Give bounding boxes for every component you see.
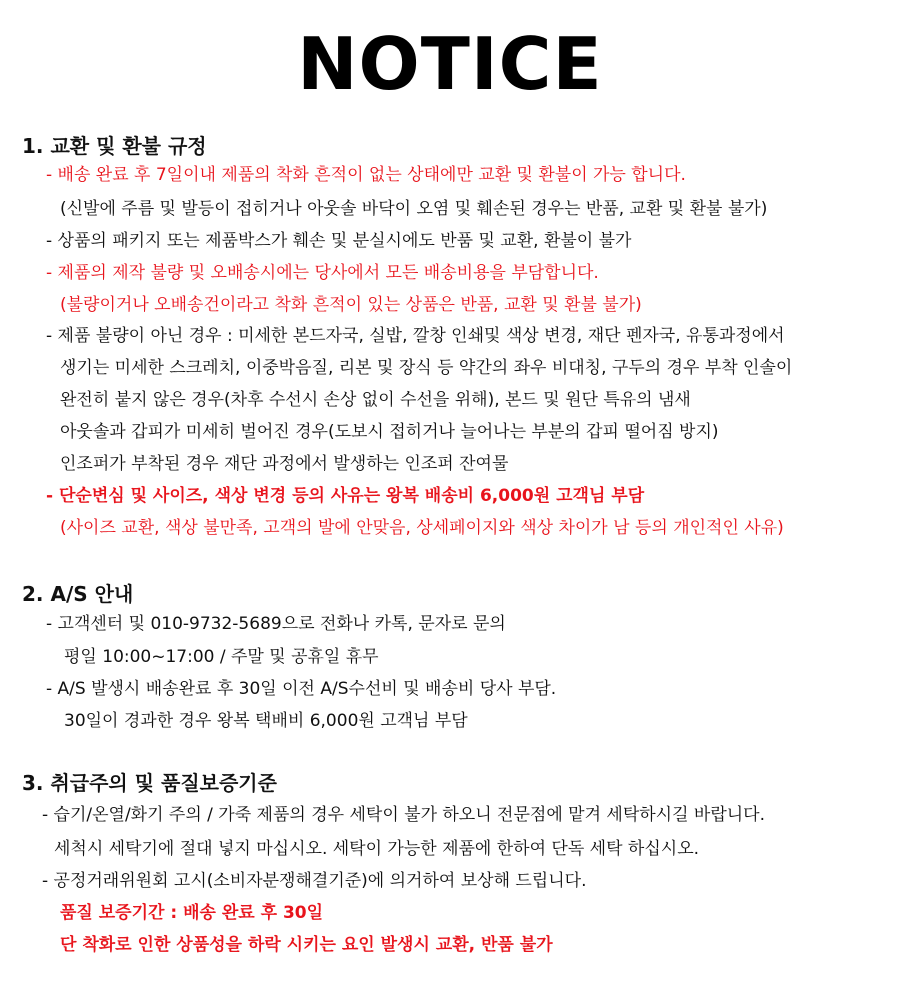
section-3-heading: 3. 취급주의 및 품질보증기준 [22, 771, 277, 795]
section-1-heading: 1. 교환 및 환불 규정 [22, 134, 207, 158]
s3-line: 세척시 세탁기에 절대 넣지 마십시오. 세탁이 가능한 제품에 한하여 단독 세탁 하십시오. [54, 839, 700, 859]
s2-line: 평일 10:00~17:00 / 주말 및 공휴일 휴무 [64, 647, 379, 667]
section-2-heading: 2. A/S 안내 [22, 582, 134, 606]
s1-line: 완전히 붙지 않은 경우(차후 수선시 손상 없이 수선을 위해), 본드 및 원단 특유의 냄새 [60, 390, 691, 410]
s3-line: - 공정거래위원회 고시(소비자분쟁해결기준)에 의거하여 보상해 드립니다. [42, 871, 587, 891]
s2-line: 30일이 경과한 경우 왕복 택배비 6,000원 고객님 부담 [64, 711, 468, 731]
s1-line: (사이즈 교환, 색상 불만족, 고객의 발에 안맞음, 상세페이지와 색상 차이가 남 등의 개인적인 사유) [60, 518, 784, 538]
s1-line: 아웃솔과 갑피가 미세히 벌어진 경우(도보시 접히거나 늘어나는 부분의 갑피 떨어짐 방지) [60, 422, 719, 442]
s3-line: 품질 보증기간 : 배송 완료 후 30일 [60, 903, 324, 923]
s1-line: 인조퍼가 부착된 경우 재단 과정에서 발생하는 인조퍼 잔여물 [60, 454, 509, 474]
s1-line: (신발에 주름 및 발등이 접히거나 아웃솔 바닥이 오염 및 훼손된 경우는 반품, 교환 및 환불 불가) [60, 199, 768, 219]
s3-line: - 습기/온열/화기 주의 / 가죽 제품의 경우 세탁이 불가 하오니 전문점에 맡겨 세탁하시길 바랍니다. [42, 805, 766, 825]
s1-line: - 제품 불량이 아닌 경우 : 미세한 본드자국, 실밥, 깔창 인쇄및 색상 변경, 재단 펜자국, 유통과정에서 [46, 326, 785, 346]
s1-line: - 상품의 패키지 또는 제품박스가 훼손 및 분실시에도 반품 및 교환, 환불이 불가 [46, 231, 632, 251]
s1-line: (불량이거나 오배송건이라고 착화 흔적이 있는 상품은 반품, 교환 및 환불 불가) [60, 295, 642, 315]
s1-line: - 배송 완료 후 7일이내 제품의 착화 흔적이 없는 상태에만 교환 및 환불이 가능 합니다. [46, 165, 686, 185]
s1-line: - 제품의 제작 불량 및 오배송시에는 당사에서 모든 배송비용을 부담합니다. [46, 263, 599, 283]
s2-line: - 고객센터 및 010-9732-5689으로 전화나 카톡, 문자로 문의 [46, 614, 506, 634]
s1-line: - 단순변심 및 사이즈, 색상 변경 등의 사유는 왕복 배송비 6,000원 고객님 부담 [46, 486, 645, 506]
page-title: NOTICE [297, 22, 603, 106]
s2-line: - A/S 발생시 배송완료 후 30일 이전 A/S수선비 및 배송비 당사 부담. [46, 679, 557, 699]
s3-line: 단 착화로 인한 상품성을 하락 시키는 요인 발생시 교환, 반품 불가 [60, 935, 553, 955]
s1-line: 생기는 미세한 스크레치, 이중박음질, 리본 및 장식 등 약간의 좌우 비대칭, 구두의 경우 부착 인솔이 [60, 358, 793, 378]
